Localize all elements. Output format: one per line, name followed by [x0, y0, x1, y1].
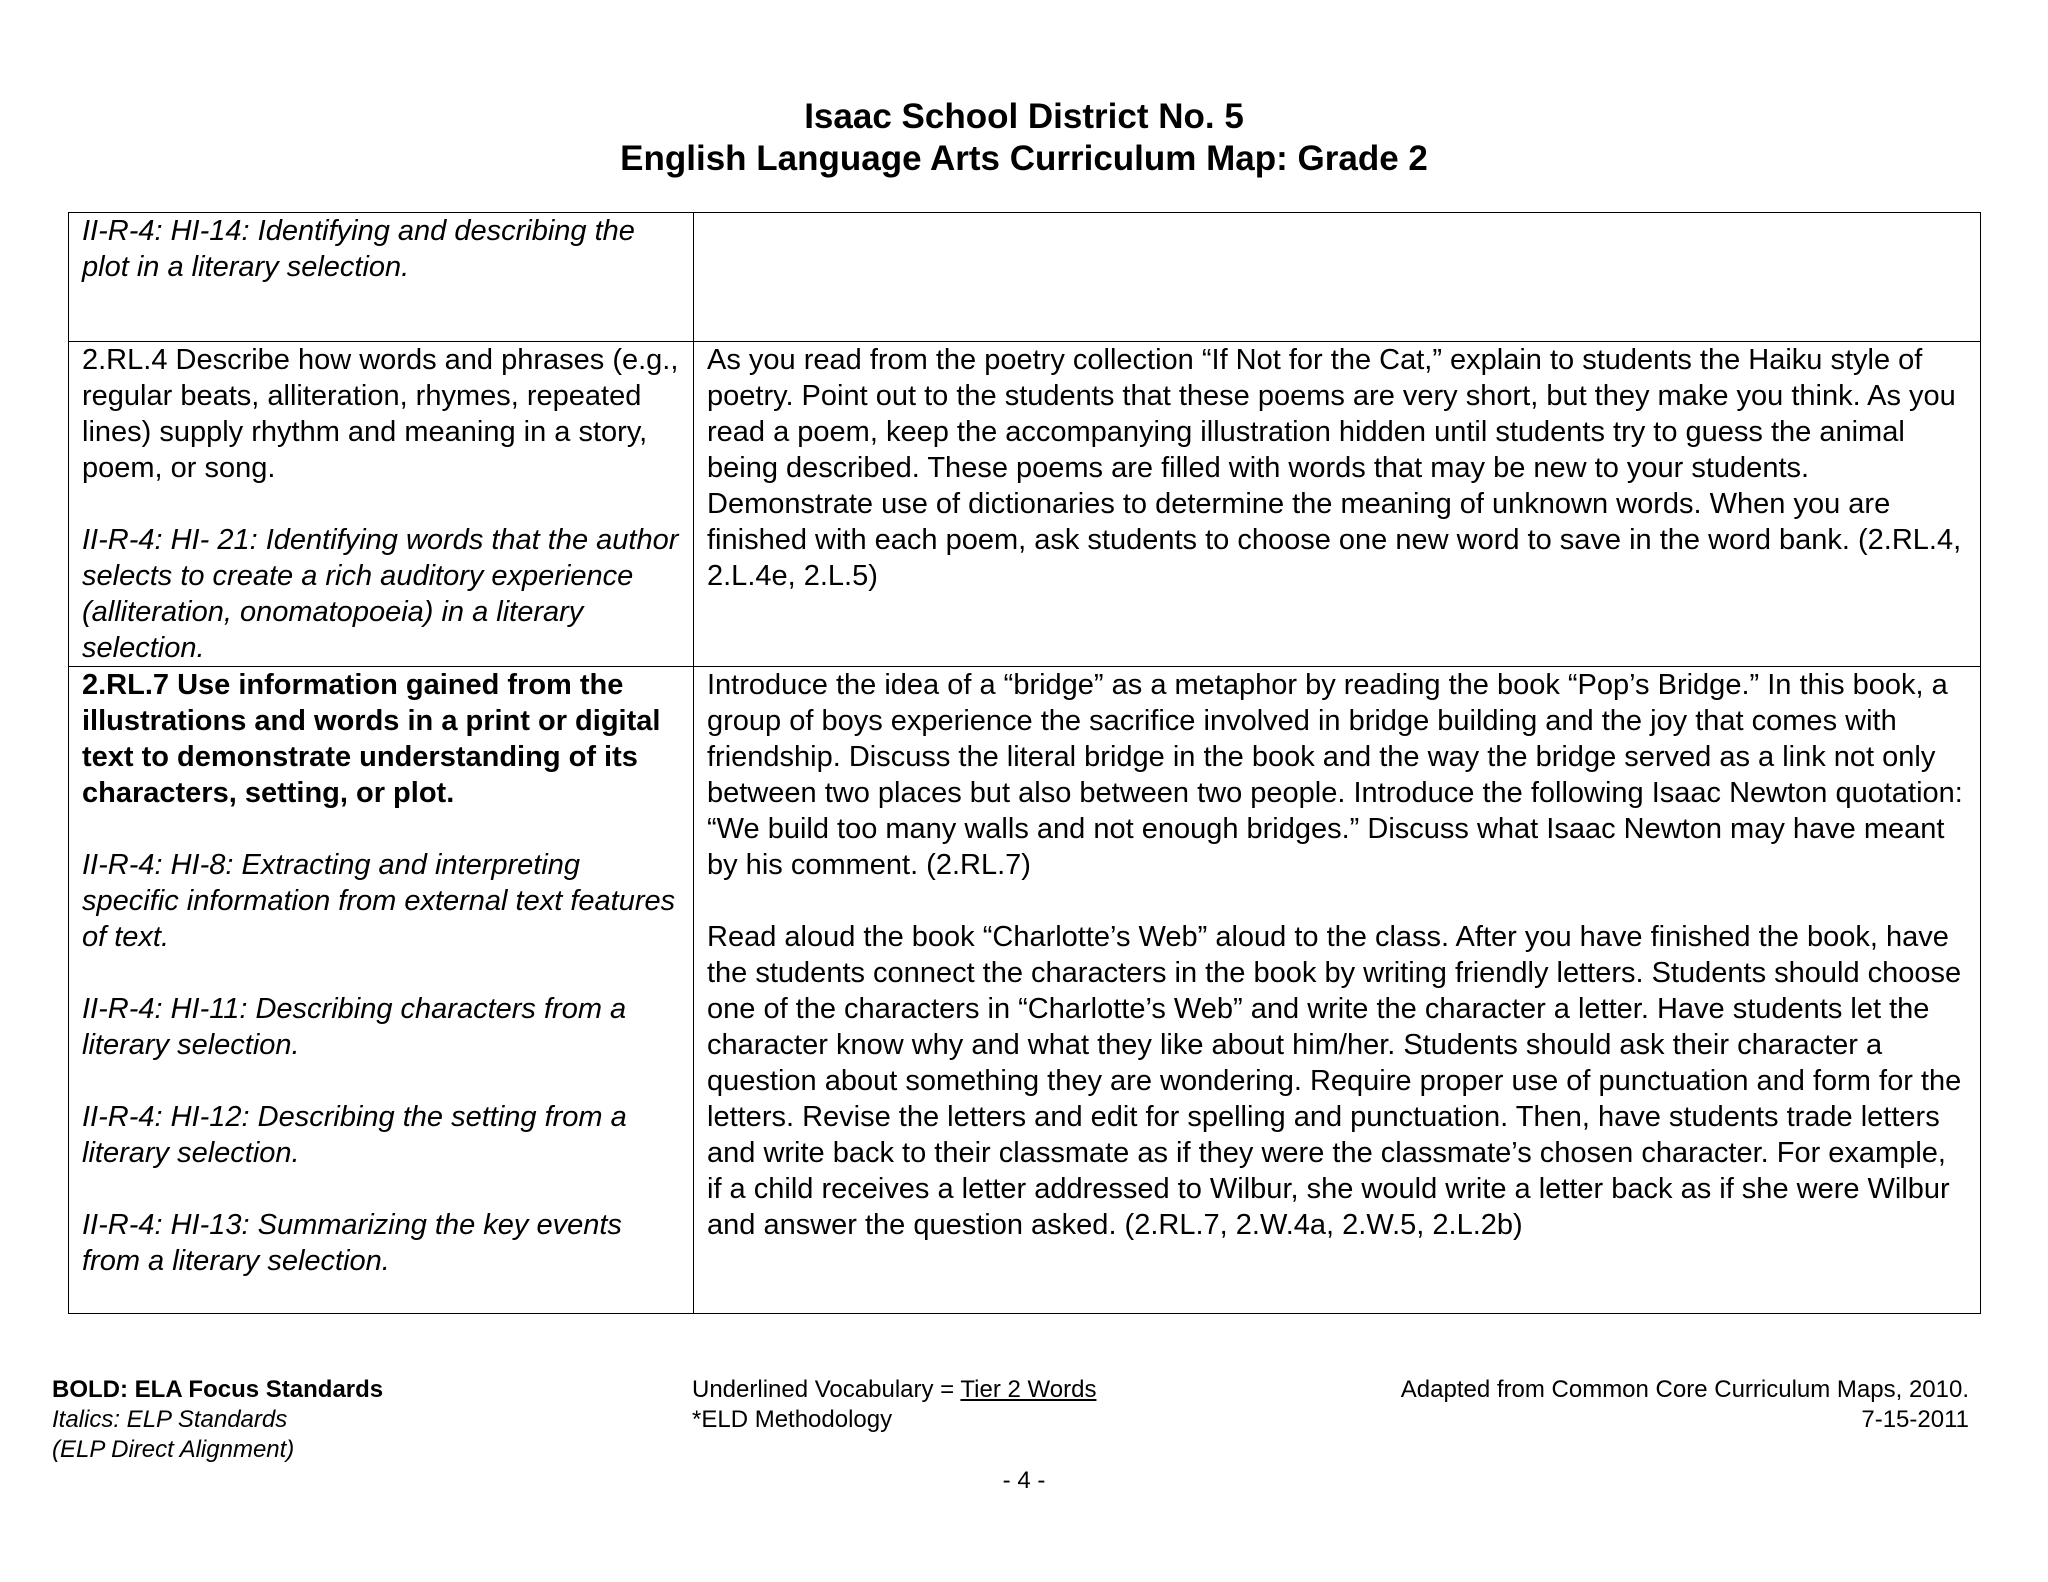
revision-date: 7-15-2011: [1861, 1406, 1969, 1433]
activity-text: Read aloud the book “Charlotte’s Web” aloud to the class. After you have finished the book, have the students connect the characters in the book by writing friendly letters. Students should choose one of the characters in “Charlotte’s Web” and write the character a letter. Have students let the character know why and what they like about him/her. Students should ask their character a question about something they are wondering. Require proper use of punctuation and form for the letters. Revise the letters and edit for spelling and punctuation. Then, have students trade letters and write back to their classmate as if they were the classmate’s chosen character. For example, if a child receives a letter addressed to Wilbur, she would write a letter back as if she were Wilbur and answer the question asked. (2.RL.7, 2.W.4a, 2.W.5, 2.L.2b): [707, 921, 1962, 1241]
elp-standard-text: II-R-4: HI-13: Summarizing the key events from a literary selection.: [82, 1209, 622, 1277]
ela-focus-standard-text: 2.RL.7 Use information gained from the illustrations and words in a print or digital text to demonstrate understanding of its characters, setting, or plot.: [82, 669, 661, 809]
elp-standard-text: II-R-4: HI-14: Identifying and describing the plot in a literary selection.: [82, 215, 635, 283]
curriculum-table: [68, 212, 1981, 1314]
adapted-note: Adapted from Common Core Curriculum Maps, 2010.: [1400, 1376, 1969, 1403]
curriculum-title: English Language Arts Curriculum Map: Grade 2: [620, 139, 1428, 178]
elp-standard-text: II-R-4: HI-12: Describing the setting from a literary selection.: [82, 1101, 627, 1169]
bold-legend: BOLD: ELA Focus Standards: [52, 1376, 384, 1403]
elp-alignment-legend: (ELP Direct Alignment): [52, 1436, 295, 1463]
italics-legend: Italics: ELP Standards: [52, 1406, 288, 1433]
page-header: [0, 96, 2048, 180]
standards-cell: [69, 213, 694, 342]
elp-standard-text: II-R-4: HI-11: Describing characters from a literary selection.: [82, 993, 627, 1061]
eld-legend: *ELD Methodology: [692, 1406, 893, 1433]
table-row: [69, 667, 1981, 1314]
footer-legend-center: [692, 1375, 1096, 1435]
standards-cell: [69, 667, 694, 1314]
activity-text: As you read from the poetry collection “If Not for the Cat,” explain to students the Haiku style of poetry. Point out to the students that these poems are very short, but they make you think. As you read a poem, keep the accompanying illustration hidden until students try to guess the animal being described. These poems are filled with words that may be new to your students. Demonstrate use of dictionaries to determine the meaning of unknown words. When you are finished with each poem, ask students to choose one new word to save in the word bank. (2.RL.4, 2.L.4e, 2.L.5): [707, 344, 1962, 592]
vocab-legend-prefix: Underlined Vocabulary =: [692, 1376, 961, 1403]
standards-cell: [69, 342, 694, 667]
table-row: [69, 213, 1981, 342]
page-number: - 4 -: [1002, 1467, 1046, 1494]
elp-standard-text: II-R-4: HI-8: Extracting and interpreting specific information from external text features of text.: [82, 849, 676, 953]
activity-text: Introduce the idea of a “bridge” as a metaphor by reading the book “Pop’s Bridge.” In this book, a group of boys experience the sacrifice involved in bridge building and the joy that comes with friendship. Discuss the literal bridge in the book and the way the bridge served as a link not only between two places but also between two people. Introduce the following Isaac Newton quotation: “We build too many walls and not enough bridges.” Discuss what Isaac Newton may have meant by his comment. (2.RL.7): [707, 669, 1963, 881]
district-title: Isaac School District No. 5: [804, 97, 1244, 136]
ela-standard-text: 2.RL.4 Describe how words and phrases (e.g., regular beats, alliteration, rhymes, repeated lines) supply rhythm and meaning in a story, poem, or song.: [82, 344, 679, 484]
activity-cell: [694, 667, 1981, 1314]
tier-2-words-label: Tier 2 Words: [960, 1376, 1097, 1403]
vocab-legend: [692, 1375, 1096, 1405]
footer-legend-right: [1401, 1375, 1969, 1435]
elp-standard-text: II-R-4: HI- 21: Identifying words that the author selects to create a rich auditory experience (alliteration, onomatopoeia) in a literary selection.: [82, 524, 679, 664]
footer-legend-left: [52, 1375, 383, 1465]
activity-cell: [694, 342, 1981, 667]
activity-cell: [694, 213, 1981, 342]
table-row: [69, 342, 1981, 667]
